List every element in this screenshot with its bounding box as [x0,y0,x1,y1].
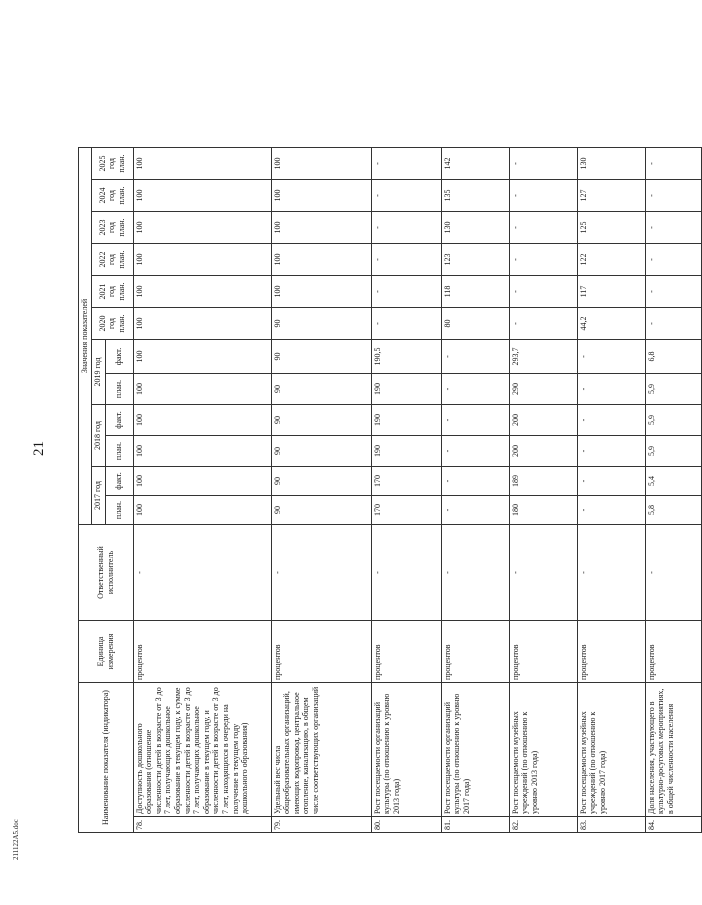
responsible-cell: - [509,525,577,621]
value-cell: - [509,276,577,308]
header-values: Значения показателей [79,148,92,525]
value-cell: 190 [371,374,441,405]
value-cell: - [509,148,577,180]
value-cell: - [371,212,441,244]
value-cell: 80 [441,308,509,340]
page-number: 21 [31,441,47,456]
responsible-cell: - [271,525,371,621]
value-cell: 100 [133,340,271,374]
value-cell: - [441,374,509,405]
value-cell: 293,7 [509,340,577,374]
value-cell: - [645,212,701,244]
value-cell: 200 [509,405,577,436]
value-cell: 100 [271,276,371,308]
value-cell: 290 [509,374,577,405]
header-2022: 2022 год план. [91,244,133,276]
value-cell: 100 [133,436,271,467]
header-2020: 2020 год план. [91,308,133,340]
value-cell: - [441,496,509,525]
value-cell: 90 [271,467,371,496]
value-cell: 100 [271,148,371,180]
row-number: 79. [271,817,371,833]
header-responsible: Ответственный исполнитель [79,525,134,621]
row-number: 78. [133,817,271,833]
value-cell: 100 [133,405,271,436]
value-cell: 100 [271,244,371,276]
header-plan: план. [105,496,133,525]
value-cell: - [509,180,577,212]
value-cell: 130 [441,212,509,244]
indicator-name: Доступность дошкольного образования (отношение численности детей в возрасте от 3 до 7 лет, получающих дошкольное образование в текущем году, к сумме численности детей в возрасте от 3 до 7 лет, получающих дошкольное образование в текущем году, и численности детей в возрасте от 3 до 7 лет, находящихся в очереди на получение в текущем году дошкольного образования) [133,683,271,817]
row-number: 84. [645,817,701,833]
header-fact: факт. [105,340,133,374]
table-row [441,148,509,833]
table-row [271,148,371,833]
header-2023: 2023 год план. [91,212,133,244]
value-cell: 180 [509,496,577,525]
unit-cell: процентов [509,621,577,683]
value-cell: - [645,148,701,180]
value-cell: 90 [271,308,371,340]
responsible-cell: - [133,525,271,621]
responsible-cell: - [441,525,509,621]
value-cell: - [577,405,645,436]
value-cell: 189 [509,467,577,496]
value-cell: 90 [271,436,371,467]
value-cell: 6,8 [645,340,701,374]
value-cell: 100 [133,276,271,308]
value-cell: 90 [271,405,371,436]
value-cell: - [577,436,645,467]
value-cell: 5,9 [645,436,701,467]
row-number: 81. [441,817,509,833]
value-cell: 122 [577,244,645,276]
value-cell: - [645,308,701,340]
value-cell: 100 [133,467,271,496]
unit-cell: процентов [577,621,645,683]
unit-cell: процентов [271,621,371,683]
row-number: 82. [509,817,577,833]
value-cell: - [509,244,577,276]
row-number: 83. [577,817,645,833]
header-2024: 2024 год план. [91,180,133,212]
value-cell: 90 [271,496,371,525]
value-cell: 100 [133,308,271,340]
value-cell: - [371,180,441,212]
value-cell: - [441,340,509,374]
value-cell: - [441,436,509,467]
value-cell: - [577,467,645,496]
header-fact: факт. [105,467,133,496]
header-2021: 2021 год план. [91,276,133,308]
value-cell: 100 [133,374,271,405]
indicator-name: Рост посещаемости организаций культуры (по отношению к уровню 2013 года) [371,683,441,817]
unit-cell: процентов [133,621,271,683]
value-cell: 190 [371,436,441,467]
value-cell: - [441,405,509,436]
table-row [133,148,271,833]
header-fact: факт. [105,405,133,436]
value-cell: 200 [509,436,577,467]
value-cell: 125 [577,212,645,244]
indicator-name: Рост посещаемости музейных учреждений (по отношению к уровню 2017 года) [577,683,645,817]
value-cell: - [577,340,645,374]
value-cell: 100 [133,180,271,212]
value-cell: 100 [133,148,271,180]
indicator-name: Удельный вес числа общеобразовательных организаций, имеющих водопровод, центральное отопление, канализацию, в общем числе соответствующих организаций [271,683,371,817]
responsible-cell: - [645,525,701,621]
value-cell: 117 [577,276,645,308]
table-body [133,148,701,833]
header-plan: план. [105,374,133,405]
value-cell: 170 [371,467,441,496]
value-cell: 130 [577,148,645,180]
value-cell: - [371,148,441,180]
value-cell: 100 [133,244,271,276]
unit-cell: процентов [371,621,441,683]
value-cell: 90 [271,374,371,405]
indicator-name: Рост посещаемости организаций культуры (по отношению к уровню 2017 года) [441,683,509,817]
header-unit: Единица измерения [79,621,134,683]
value-cell: 170 [371,496,441,525]
header-name: Наименование показателя (индикатора) [79,683,134,833]
value-cell: - [509,212,577,244]
indicator-name: Рост посещаемости музейных учреждений (по отношению к уровню 2013 года) [509,683,577,817]
value-cell: - [645,180,701,212]
value-cell: - [371,244,441,276]
value-cell: 5,9 [645,374,701,405]
value-cell: 100 [133,212,271,244]
value-cell: - [371,308,441,340]
value-cell: - [509,308,577,340]
responsible-cell: - [577,525,645,621]
value-cell: 100 [271,212,371,244]
value-cell: 118 [441,276,509,308]
value-cell: 5,8 [645,496,701,525]
header-2017: 2017 год [91,467,105,525]
value-cell: 44,2 [577,308,645,340]
unit-cell: процентов [441,621,509,683]
value-cell: - [645,244,701,276]
indicator-name: Доля населения, участвующего в культурно-досуговых мероприятиях, в общей численности населения [645,683,701,817]
indicators-table [78,147,702,833]
responsible-cell: - [371,525,441,621]
value-cell: - [645,276,701,308]
value-cell: 127 [577,180,645,212]
row-number: 80. [371,817,441,833]
value-cell: 135 [441,180,509,212]
value-cell: 90 [271,340,371,374]
header-plan: план. [105,436,133,467]
header-2018: 2018 год [91,405,105,467]
file-name-footer: 211122A5.doc [12,819,20,860]
table-row [577,148,645,833]
value-cell: 5,9 [645,405,701,436]
value-cell: 123 [441,244,509,276]
value-cell: 190 [371,405,441,436]
header-2025: 2025 год план. [91,148,133,180]
table-row [371,148,441,833]
value-cell: - [441,467,509,496]
value-cell: 100 [133,496,271,525]
value-cell: - [371,276,441,308]
header-2019: 2019 год [91,340,105,405]
table-row [645,148,701,833]
value-cell: 100 [271,180,371,212]
table-row [509,148,577,833]
value-cell: - [577,496,645,525]
unit-cell: процентов [645,621,701,683]
value-cell: - [577,374,645,405]
value-cell: 142 [441,148,509,180]
value-cell: 5,4 [645,467,701,496]
value-cell: 190,5 [371,340,441,374]
